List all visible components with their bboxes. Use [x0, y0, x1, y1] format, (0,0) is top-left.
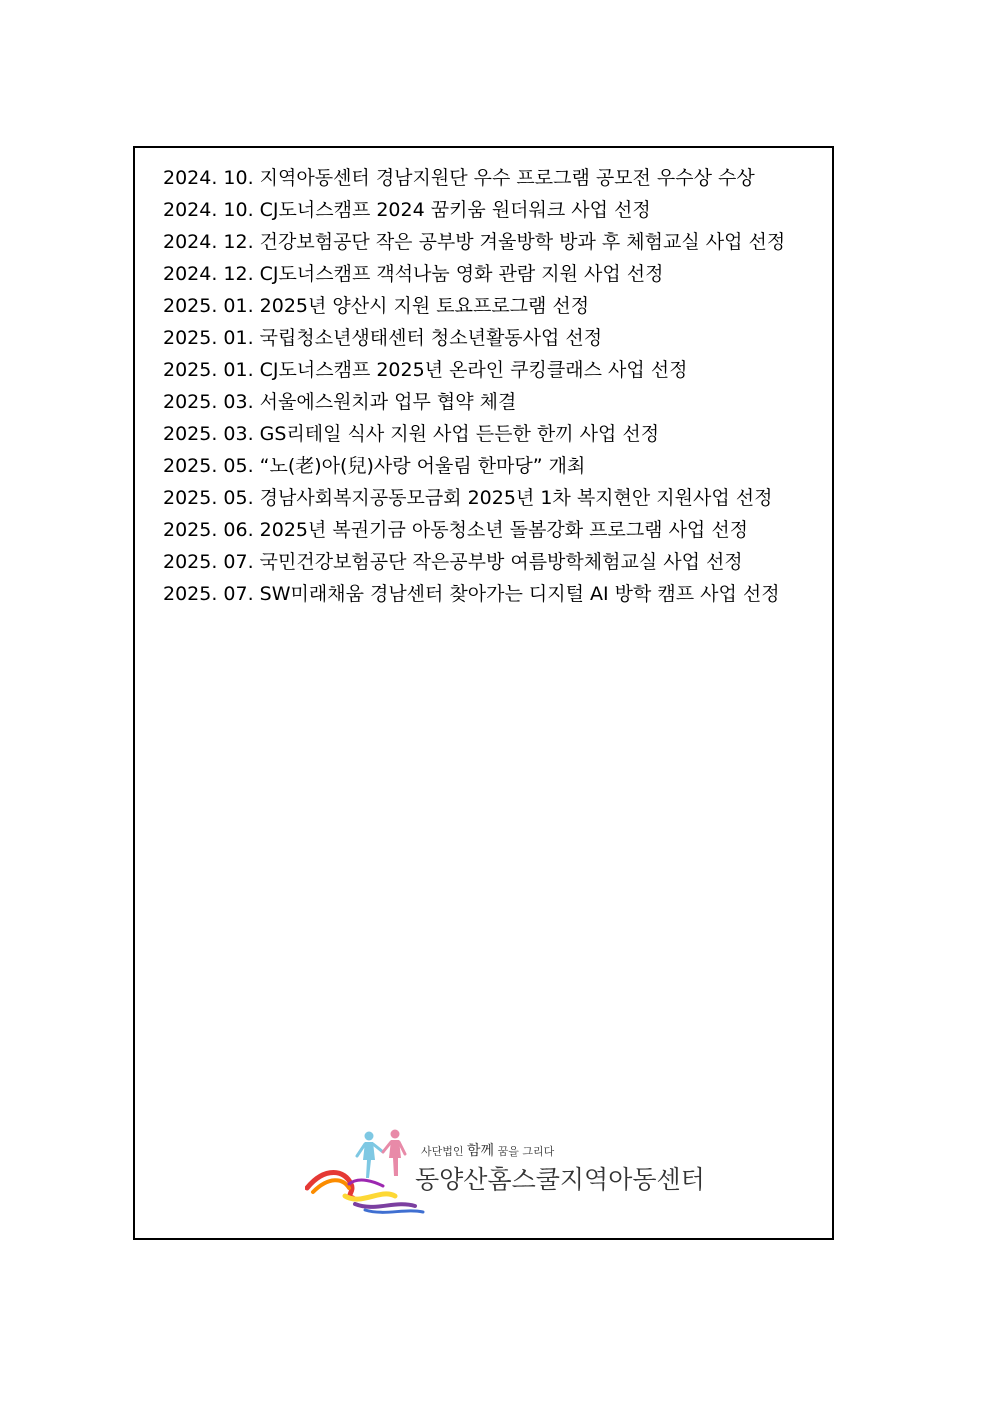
entry-date: 2025. 01. — [163, 359, 254, 381]
history-entry — [163, 226, 785, 258]
entry-text: 2025년 양산시 지원 토요프로그램 선정 — [259, 295, 590, 317]
entry-date: 2025. 07. — [163, 551, 254, 573]
entry-text: 건강보험공단 작은 공부방 겨울방학 방과 후 체험교실 사업 선정 — [259, 231, 786, 253]
history-entry — [163, 418, 785, 450]
history-entry — [163, 322, 785, 354]
entry-text: 서울에스원치과 업무 협약 체결 — [259, 391, 517, 413]
entry-text: 지역아동센터 경남지원단 우수 프로그램 공모전 우수상 수상 — [259, 167, 755, 189]
history-entry — [163, 546, 785, 578]
history-entry — [163, 450, 785, 482]
entry-text: CJ도너스캠프 객석나눔 영화 관람 지원 사업 선정 — [259, 263, 664, 285]
entry-date: 2025. 05. — [163, 487, 254, 509]
organization-name: 동양산홈스쿨지역아동센터 — [415, 1165, 705, 1194]
history-entry — [163, 162, 785, 194]
history-entry — [163, 482, 785, 514]
entry-date: 2024. 12. — [163, 263, 254, 285]
entry-text: 국민건강보험공단 작은공부방 여름방학체험교실 사업 선정 — [259, 551, 743, 573]
entry-date: 2025. 03. — [163, 391, 254, 413]
organization-logo — [305, 1126, 705, 1216]
history-entry — [163, 578, 785, 610]
logo-subtitle-suffix: 꿈을 그리다 — [497, 1145, 555, 1158]
history-entry — [163, 354, 785, 386]
entry-text: GS리테일 식사 지원 사업 든든한 한끼 사업 선정 — [259, 423, 660, 445]
entry-text: SW미래채움 경남센터 찾아가는 디지털 AI 방학 캠프 사업 선정 — [259, 583, 780, 605]
history-entry — [163, 258, 785, 290]
entry-date: 2025. 03. — [163, 423, 254, 445]
logo-subtitle-emphasis: 함께 — [467, 1143, 495, 1159]
entry-date: 2025. 07. — [163, 583, 254, 605]
entry-text: 2025년 복권기금 아동청소년 돌봄강화 프로그램 사업 선정 — [259, 519, 749, 541]
entry-date: 2024. 10. — [163, 167, 254, 189]
history-entry — [163, 514, 785, 546]
history-entry — [163, 386, 785, 418]
logo-emblem-icon — [305, 1126, 425, 1216]
history-entry — [163, 194, 785, 226]
entry-date: 2024. 10. — [163, 199, 254, 221]
entry-date: 2025. 06. — [163, 519, 254, 541]
history-list — [163, 162, 785, 610]
entry-text: CJ도너스캠프 2025년 온라인 쿠킹클래스 사업 선정 — [259, 359, 688, 381]
entry-date: 2025. 01. — [163, 327, 254, 349]
entry-date: 2024. 12. — [163, 231, 254, 253]
entry-text: CJ도너스캠프 2024 꿈키움 원더워크 사업 선정 — [259, 199, 651, 221]
entry-text: 국립청소년생태센터 청소년활동사업 선정 — [259, 327, 603, 349]
entry-date: 2025. 01. — [163, 295, 254, 317]
entry-text: 경남사회복지공동모금회 2025년 1차 복지현안 지원사업 선정 — [259, 487, 773, 509]
logo-subtitle — [421, 1140, 554, 1160]
entry-text: “노(老)아(兒)사랑 어울림 한마당” 개최 — [259, 455, 586, 477]
logo-subtitle-prefix: 사단법인 — [421, 1145, 464, 1158]
entry-date: 2025. 05. — [163, 455, 254, 477]
content-frame — [133, 146, 834, 1240]
history-entry — [163, 290, 785, 322]
